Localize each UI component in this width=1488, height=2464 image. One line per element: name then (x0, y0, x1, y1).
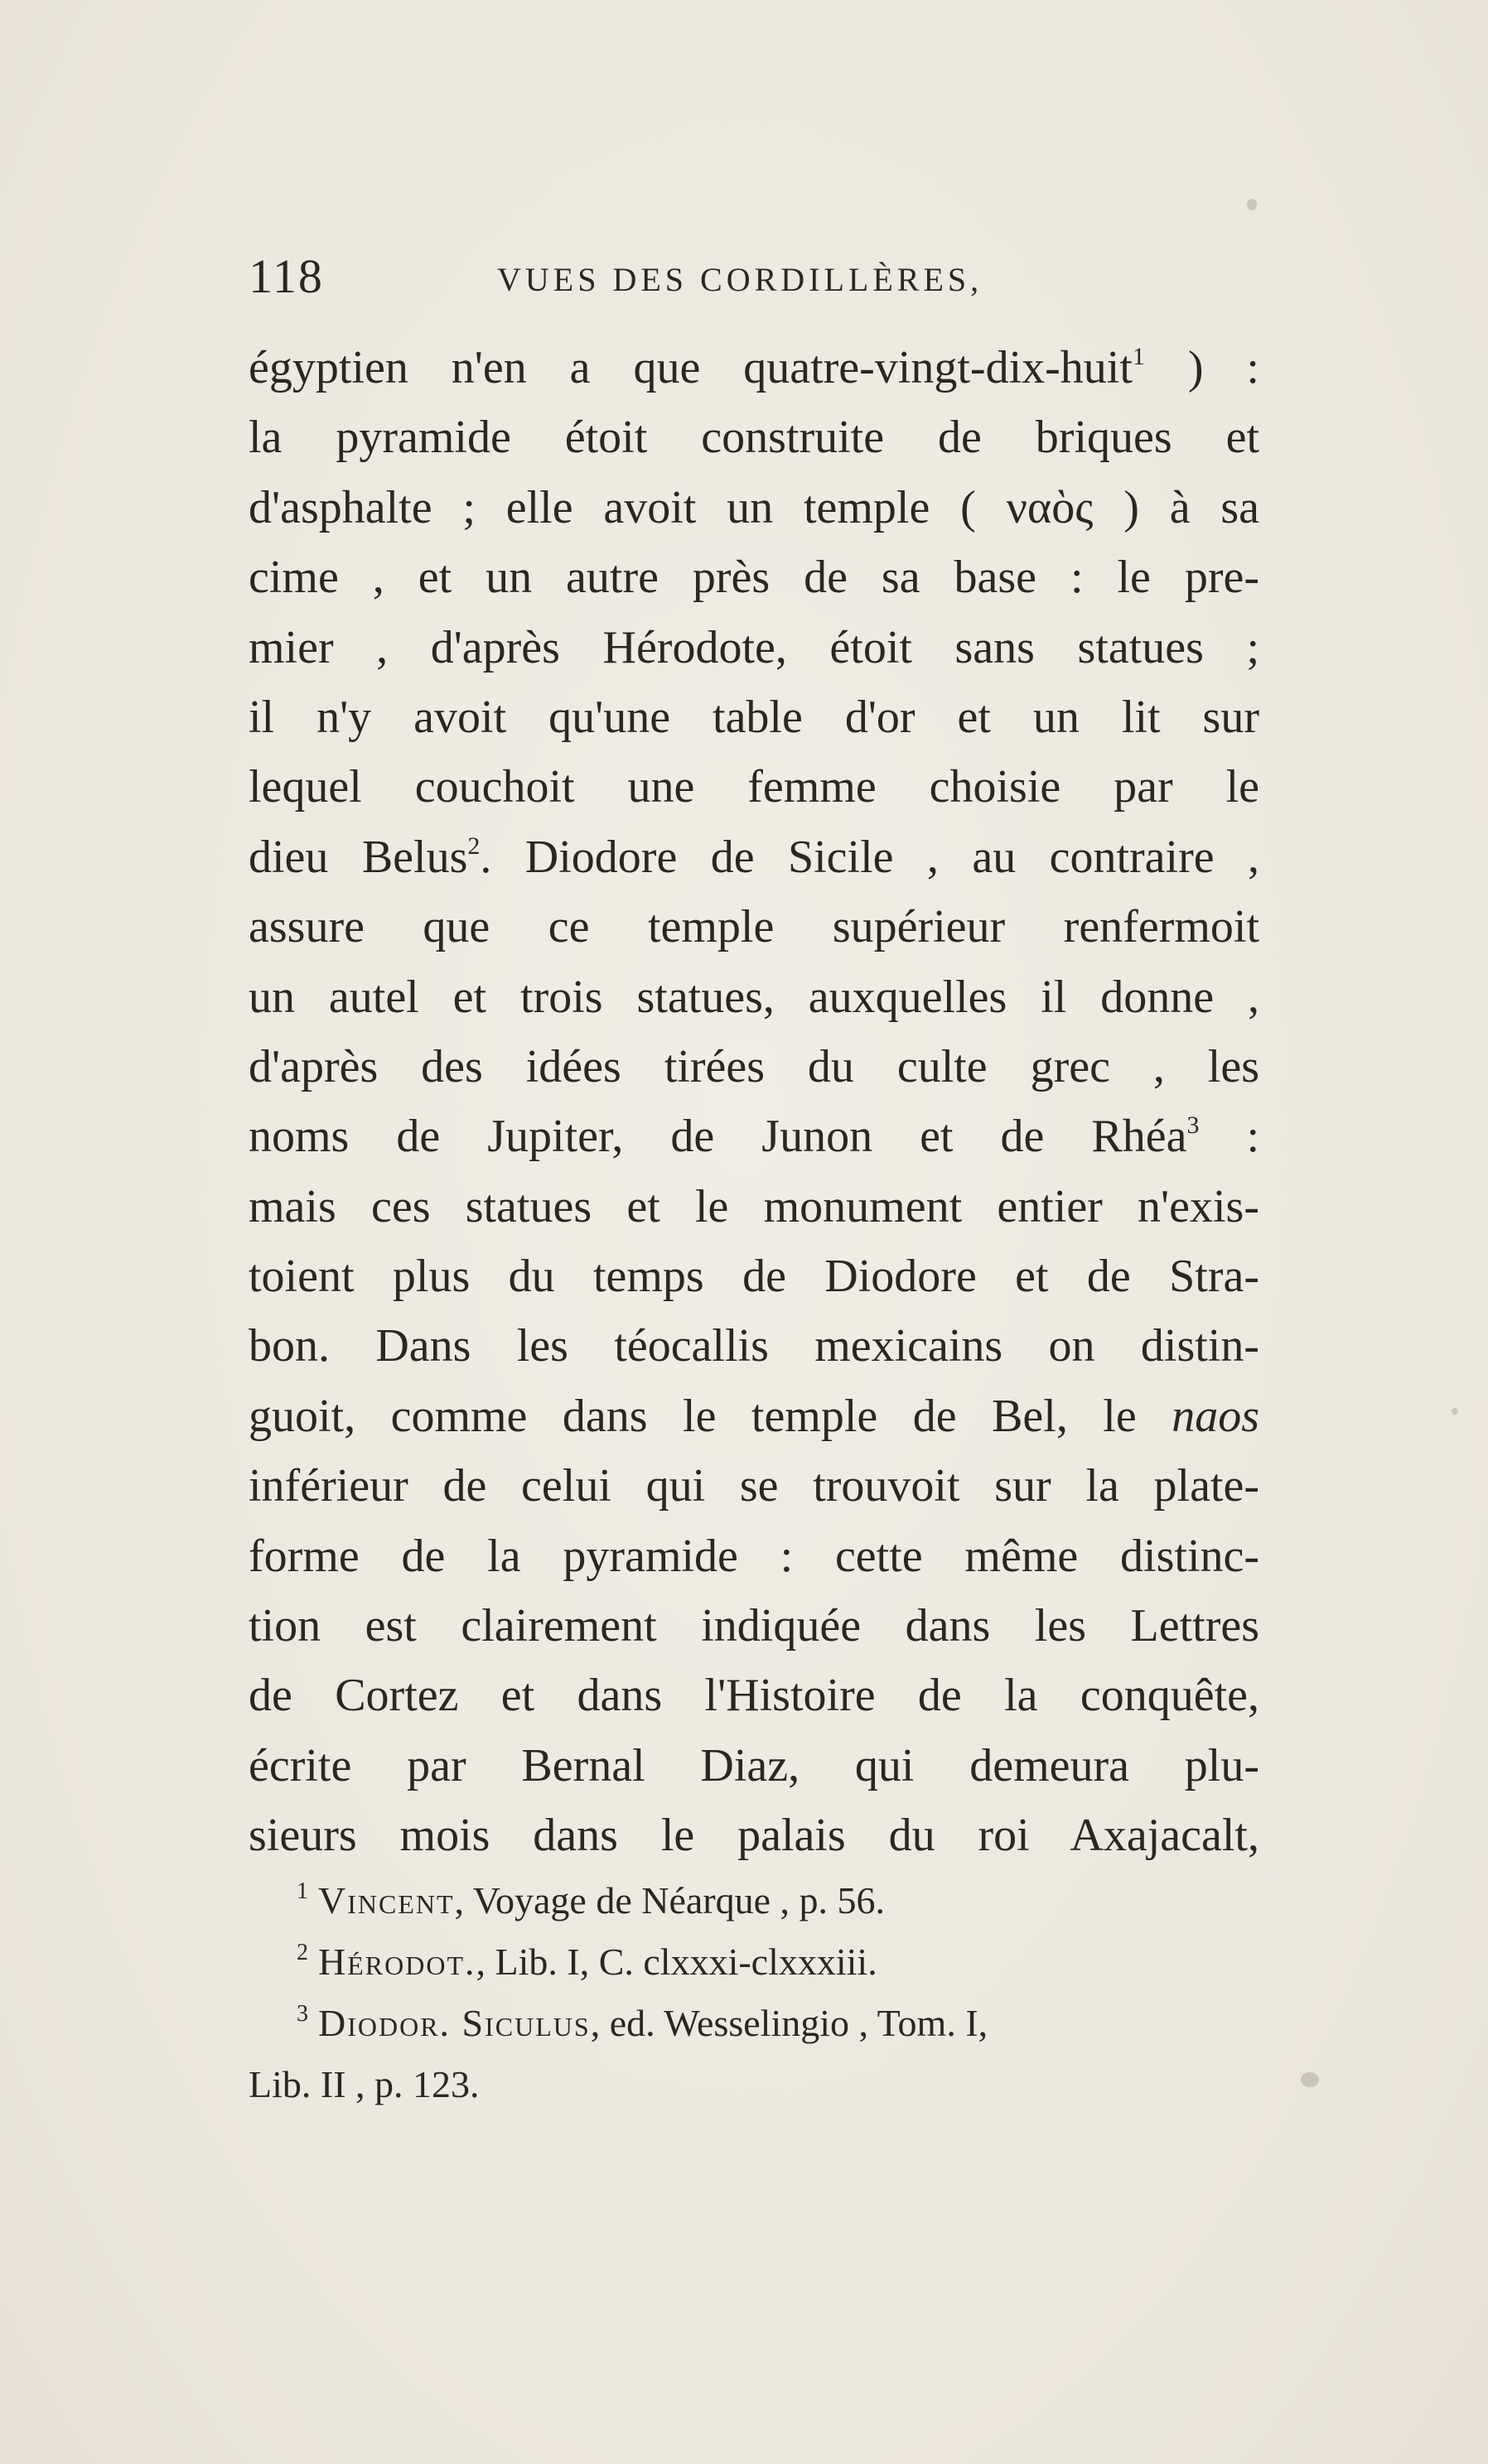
text-line: égyptien n'en a que quatre-vingt-dix-huit$^1$ ) : (249, 342, 1259, 393)
footnote: $^2$ Hérodot., Lib. I, C. clxxxi-clxxxiii. (297, 1940, 877, 1983)
text-line: noms de Jupiter, de Junon et de Rhéa$^3$ : (249, 1111, 1260, 1163)
text-line: tion est clairement indiquée dans les Lettres (249, 1600, 1259, 1652)
page-header (249, 248, 1268, 315)
text-line: un autel et trois statues, auxquelles il donne , (249, 971, 1259, 1023)
text-line: il n'y avoit qu'une table d'or et un lit sur (249, 691, 1259, 743)
footnote-ref: 3 (1186, 1111, 1200, 1140)
text-line: écrite par Bernal Diaz, qui demeura plu- (249, 1739, 1259, 1791)
text-line: mais ces statues et le monument entier n'exis- (249, 1180, 1259, 1232)
text-line: guoit, comme dans le temple de Bel, le naos (249, 1390, 1260, 1442)
text-line: la pyramide étoit construite de briques et (249, 412, 1259, 464)
text-line: dieu Belus$^2$. Diodore de Sicile , au contraire , (249, 831, 1259, 883)
paper-speck (1247, 199, 1257, 210)
text-line: inférieur de celui qui se trouvoit sur la plate- (249, 1460, 1259, 1512)
footnote-ref: 1 (1132, 343, 1145, 370)
footnotes (249, 1878, 1268, 2124)
paper-speck (1452, 1408, 1458, 1415)
text-line: bon. Dans les téocallis mexicains on distin- (249, 1320, 1259, 1372)
text-line: assure que ce temple supérieur renfermoit (249, 901, 1259, 953)
text-line: lequel couchoit une femme choisie par le (249, 761, 1259, 813)
italic-word: naos (1172, 1390, 1260, 1442)
text-line: d'asphalte ; elle avoit un temple ( ναὸς ) à sa (249, 481, 1259, 533)
text-line: mier , d'après Hérodote, étoit sans statues ; (249, 621, 1259, 673)
footnote-ref: 2 (467, 832, 481, 860)
body-text (249, 333, 1259, 1871)
text-line: forme de la pyramide : cette même distinc- (249, 1530, 1259, 1582)
footnote: $^3$ Diodor. Siculus, ed. Wesselingio , Tom. I, (297, 2001, 988, 2044)
footnote: $^1$ Vincent, Voyage de Néarque , p. 56. (297, 1878, 886, 1922)
text-line: cime , et un autre près de sa base : le pre- (249, 552, 1259, 604)
text-line: toient plus du temps de Diodore et de Stra- (249, 1251, 1259, 1303)
running-title: VUES DES CORDILLÈRES, (497, 261, 983, 298)
text-line: sieurs mois dans le palais du roi Axajacalt, (249, 1810, 1259, 1862)
paper-speck (1301, 2072, 1319, 2087)
footnote-continuation: Lib. II , p. 123. (249, 2063, 480, 2105)
text-line: de Cortez et dans l'Histoire de la conquête, (249, 1670, 1259, 1722)
page-number: 118 (249, 249, 324, 303)
text-line: d'après des idées tirées du culte grec , les (249, 1040, 1259, 1092)
